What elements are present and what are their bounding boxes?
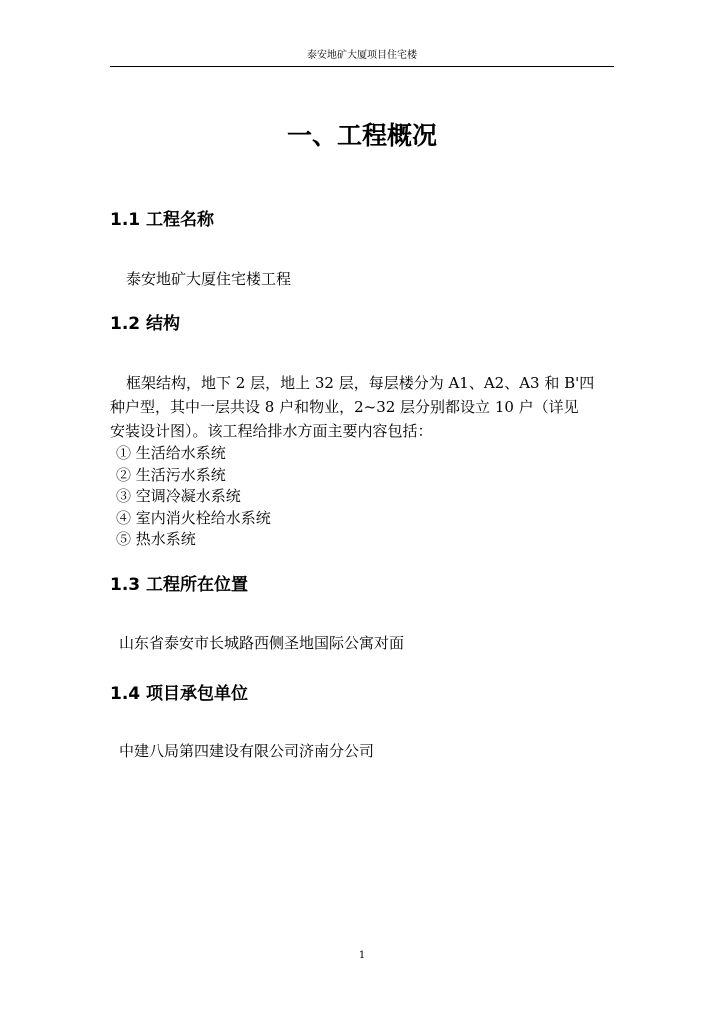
project-name-text: 泰安地矿大厦住宅楼工程 (126, 270, 292, 288)
structure-line-2: 种户型，其中一层共设 8 户和物业，2~32 层分别都设立 10 户（详见 (110, 398, 579, 416)
document-title: 一、工程概况 (286, 121, 437, 150)
structure-line-3: 安装设计图）。该工程给排水方面主要内容包括： (110, 422, 433, 440)
page-number: 1 (358, 950, 366, 961)
section-heading-1-3: 1.3 工程所在位置 (110, 575, 249, 595)
structure-line-1: 框架结构，地下 2 层，地上 32 层，每层楼分为 A1、A2、A3 和 B'四 (126, 374, 595, 392)
page-header (110, 48, 614, 67)
section-heading-1-4: 1.4 项目承包单位 (110, 684, 249, 704)
section-heading-1-2: 1.2 结构 (110, 314, 181, 334)
section-heading-1-1: 1.1 工程名称 (110, 210, 215, 230)
list-item: ⑤ 热水系统 (116, 530, 196, 548)
header-text: 泰安地矿大厦项目住宅楼 (307, 50, 417, 61)
contractor-text: 中建八局第四建设有限公司济南分公司 (119, 742, 375, 760)
list-item: ④ 室内消火栓给水系统 (116, 508, 271, 527)
list-item: ① 生活给水系统 (116, 444, 226, 462)
list-item: ③ 空调冷凝水系统 (116, 487, 241, 505)
list-item: ② 生活污水系统 (116, 465, 226, 484)
location-text: 山东省泰安市长城路西侧圣地国际公寓对面 (119, 634, 405, 652)
systems-list (116, 443, 271, 551)
